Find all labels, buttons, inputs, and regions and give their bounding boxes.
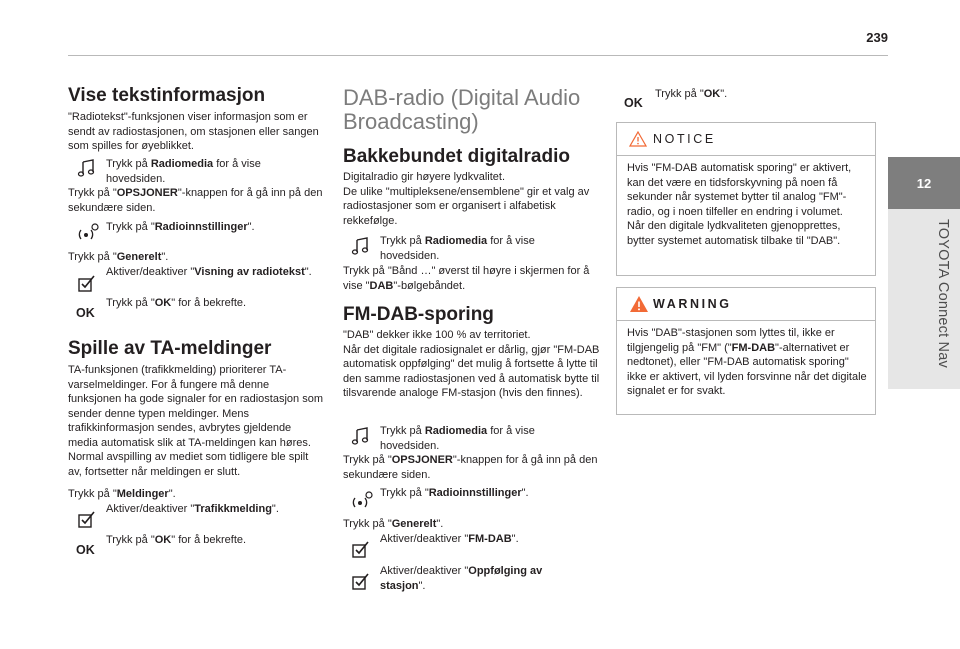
music-note-icon	[76, 157, 98, 179]
radio-settings-icon	[76, 221, 98, 243]
checkbox-icon	[76, 272, 98, 294]
step-trafikkmelding: Aktiver/deaktiver "Trafikkmelding".	[106, 503, 279, 515]
dab-step-radiomedia: Trykk på Radiomedia for å vise hovedsiden.	[380, 235, 535, 262]
notice-divider	[617, 155, 875, 156]
checkbox-icon	[350, 538, 372, 560]
chapter-tab-label: TOYOTA Connect Nav	[935, 219, 951, 368]
page-number: 239	[866, 30, 888, 45]
step-radioinnstillinger: Trykk på "Radioinnstillinger".	[106, 221, 255, 233]
paragraph-radiotekst: "Radiotekst"-funksjonen viser informasjon som er sendt av radiostasjonen, om stasjonen eller sangen som spilles for øyeblikket.	[68, 111, 319, 152]
fm-step-generelt: Trykk på "Generelt".	[343, 518, 444, 530]
ok-icon: OK	[76, 306, 95, 320]
notice-box	[616, 122, 876, 276]
warning-title: WARNING	[653, 297, 732, 311]
notice-text: Hvis "FM-DAB automatisk sporing" er aktivert, kan det være en tidsforskyvning på noen få sekunder når systemet bytter til analog "FM"-radio, og i noen tilfeller en endring i volumet. Når den digitale lydkvaliteten gjenopprettes, bytter systemet automatisk tilbake til "DAB".	[627, 162, 852, 247]
header-rule	[68, 55, 888, 56]
notice-header	[617, 123, 875, 155]
step-ok-bekreft: Trykk på "OK" for å bekrefte.	[106, 297, 247, 309]
warning-header	[617, 288, 875, 320]
heading-dab-radio: DAB-radio (Digital Audio Broadcasting)	[343, 85, 581, 134]
warning-box	[616, 287, 876, 415]
fm-step-radioinnstillinger: Trykk på "Radioinnstillinger".	[380, 487, 529, 499]
fm-step-oppfolging: Aktiver/deaktiver "Oppfølging av stasjon".	[380, 565, 543, 592]
heading-tekstinformasjon: Vise tekstinformasjon	[68, 85, 266, 106]
step-ok: Trykk på "OK".	[655, 88, 728, 100]
step-ok-bekreft-ta: Trykk på "OK" for å bekrefte.	[106, 534, 247, 546]
dab-step-band: Trykk på "Bånd …" øverst til høyre i skjermen for å vise "DAB"-bølgebåndet.	[343, 265, 590, 292]
music-note-icon	[350, 235, 372, 257]
ok-icon: OK	[76, 543, 95, 557]
warning-divider	[617, 320, 875, 321]
radio-settings-icon	[350, 489, 372, 511]
paragraph-ta: TA-funksjonen (trafikkmelding) prioriterer TA-varselmeldinger. For å fungere må denne funksjonen ha gode signaler for en radiostasjon som sender denne typen meldinger. Mens trafikkinformasjon sendes, avbrytes gjeldende media automatisk slik at TA-meldingen kan høres. Normal avspilling av mediet som tidligere ble spilt av, fortsetter når meldingen er slutt.	[68, 364, 323, 478]
warning-triangle-icon	[629, 295, 649, 316]
heading-ta-meldinger: Spille av TA-meldinger	[68, 338, 272, 359]
chapter-tab[interactable]	[888, 209, 960, 389]
step-visning-radiotekst: Aktiver/deaktiver "Visning av radiotekst".	[106, 266, 312, 278]
step-radiomedia: Trykk på Radiomedia for å vise hovedsiden.	[106, 158, 261, 185]
heading-fm-dab: FM-DAB-sporing	[343, 304, 494, 325]
step-meldinger: Trykk på "Meldinger".	[68, 488, 176, 500]
heading-bakkebundet: Bakkebundet digitalradio	[343, 146, 570, 167]
music-note-icon	[350, 425, 372, 447]
notice-title: NOTICE	[653, 132, 716, 146]
step-opsjoner: Trykk på "OPSJONER"-knappen for å gå inn på den sekundære siden.	[68, 187, 323, 214]
warning-text: Hvis "DAB"-stasjonen som lyttes til, ikke er tilgjengelig på "FM" ("FM-DAB"-alternativet er nedtonet), eller "FM-DAB automatisk sporing" ikke er aktivert, vil lyden forsvinne når det digitale signalet er for svakt.	[627, 327, 867, 397]
fm-step-fm-dab: Aktiver/deaktiver "FM-DAB".	[380, 533, 519, 545]
checkbox-icon	[76, 508, 98, 530]
fm-step-opsjoner: Trykk på "OPSJONER"-knappen for å gå inn på den sekundære siden.	[343, 454, 598, 481]
checkbox-icon	[350, 570, 372, 592]
paragraph-fm-dab: "DAB" dekker ikke 100 % av territoriet. Når det digitale radiosignalet er dårlig, gjør "FM-DAB automatisk oppfølging" det mulig å fortsette å lytte til den samme radiostasjonen ved å automatisk bytte til tilsvarende analoge FM-stasjon (hvis den finnes).	[343, 329, 600, 399]
fm-step-radiomedia: Trykk på Radiomedia for å vise hovedsiden.	[380, 425, 535, 452]
notice-triangle-icon	[629, 131, 647, 150]
chapter-tab-number[interactable]: 12	[888, 157, 960, 209]
paragraph-bakkebundet: Digitalradio gir høyere lydkvalitet. De ulike "multipleksene/ensemblene" gir et valg av radiostasjoner som er organisert i alfabetisk rekkefølge.	[343, 171, 590, 227]
step-generelt: Trykk på "Generelt".	[68, 251, 169, 263]
ok-icon: OK	[624, 96, 643, 110]
